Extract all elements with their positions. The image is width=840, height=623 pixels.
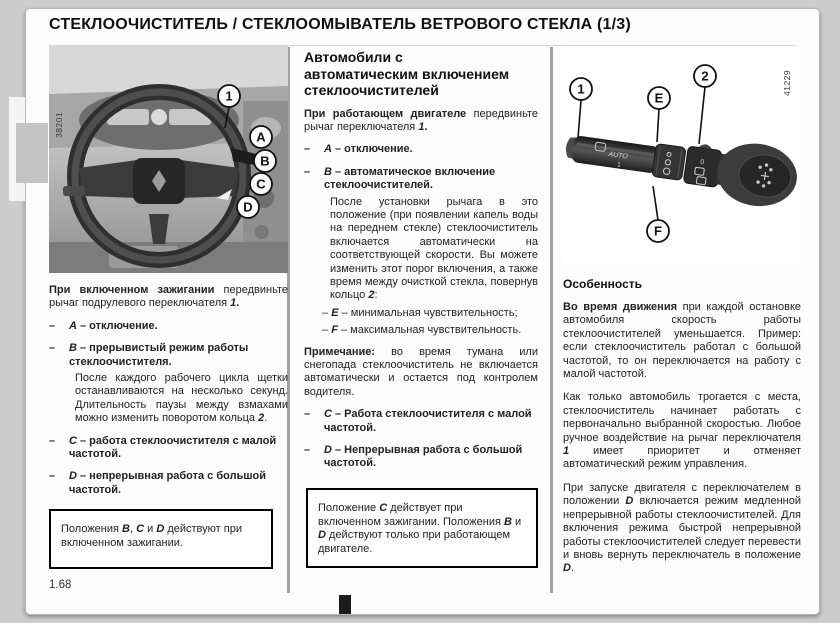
list-item-B-auto xyxy=(304,166,538,303)
callout-B-badge xyxy=(254,150,276,172)
callout-F-badge xyxy=(647,220,669,242)
manual-page xyxy=(25,8,820,615)
item-A-label: A – отключение. xyxy=(69,319,158,332)
item-B-label: B – автоматическое включение стеклоочистителей. xyxy=(324,165,496,192)
list-item-C-auto xyxy=(304,408,538,435)
left-note-box xyxy=(49,509,273,569)
callout-C-badge xyxy=(250,173,272,195)
right-paragraph-2: Как только автомобиль трогается с места, стеклоочиститель начинает работать с первоначально выбранной скоростью. Любое ручное воздействие на рычаг переключателя 1 имеет приоритет и отменяет автоматический режим управления. xyxy=(563,391,801,471)
right-paragraph-1: Во время движения при каждой остановке автомобиля скорость работы стеклоочистителей уменьшается. Пример: если стеклоочиститель работал с большой частотой, то он переключается на работу с малой частотой. xyxy=(563,301,801,381)
svg-text:D: D xyxy=(243,199,253,215)
item-B-label: B – прерывистый режим работы стеклоочистителя. xyxy=(69,342,249,368)
list-dash: – xyxy=(49,470,56,483)
left-note-text: Положения B, C и D действуют при включенном зажигании. xyxy=(61,523,242,549)
callout-1-badge xyxy=(570,78,592,100)
item-D-label: D – непрерывная работа с большой частотой. xyxy=(69,470,266,496)
svg-text:C: C xyxy=(256,176,266,192)
list-dash: – xyxy=(49,342,56,355)
item-B-description: После установки рычага в это положение (при появлении капель воды на переднем стекле) стеклоочиститель включается автоматически на соответствующей скорости. Вы можете изменить этот порог включения, а также время между очисткой стекла, повернув кольцо 2: xyxy=(330,195,538,302)
svg-text:2: 2 xyxy=(701,68,709,84)
right-column xyxy=(563,46,801,576)
steering-wheel-figure xyxy=(49,46,288,273)
auto-mode-label: AUTO xyxy=(607,151,629,161)
page-edge-tab xyxy=(16,123,48,183)
figure-ref-number: 38201 xyxy=(54,111,64,138)
svg-text:E: E xyxy=(654,90,664,106)
list-dash: – xyxy=(304,408,311,421)
item-C-label: C – работа стеклоочистителя с малой частотой. xyxy=(69,434,277,461)
figure-ref-number: 41229 xyxy=(782,69,792,96)
item-A-label: A – отключение. xyxy=(324,143,413,156)
list-dash: – xyxy=(49,319,56,332)
list-item-D-auto xyxy=(304,444,538,471)
list-item-B xyxy=(49,342,288,425)
item-B-description: После каждого рабочего цикла щетки останавливаются на несколько секунд. Длительность паузы между взмахами можно изменить поворотом кольца 2. xyxy=(75,372,288,425)
position-0-label: 0 xyxy=(699,158,705,167)
left-column xyxy=(49,46,288,497)
page-title: СТЕКЛООЧИСТИТЕЛЬ / СТЕКЛООМЫВАТЕЛЬ ВЕТРОВОГО СТЕКЛА (1/3) xyxy=(49,16,631,33)
svg-text:A: A xyxy=(256,129,266,145)
item-C-label: C – Работа стеклоочистителя с малой частотой. xyxy=(324,408,532,434)
binding-mark xyxy=(339,595,351,614)
column-divider-right xyxy=(550,47,553,593)
right-paragraph-3: При запуске двигателя с переключателем в положении D включается режим медленной непрерывной работы стеклоочистителей. Для включения режима быстрой непрерывной работы стеклоочистителей следует перевести и вновь вернуть переключатель в положение D. xyxy=(563,481,801,575)
right-heading: Особенность xyxy=(563,277,643,291)
list-item-D xyxy=(49,470,288,497)
wiper-stalk-figure xyxy=(563,46,801,263)
speed-1-label: 1 xyxy=(616,161,622,169)
list-item-A-auto xyxy=(304,143,538,156)
svg-text:B: B xyxy=(260,153,270,169)
middle-column xyxy=(304,46,538,471)
svg-text:1: 1 xyxy=(577,81,585,97)
note-paragraph: Примечание: во время тумана или снегопада стеклоочиститель не включается автоматически и остается под контролем водителя. xyxy=(304,345,538,398)
middle-note-box xyxy=(306,488,538,568)
list-dash: – xyxy=(49,434,56,447)
middle-intro-paragraph: При работающем двигателе передвиньте рычаг переключателя 1. xyxy=(304,107,538,133)
sub-item-E: – E – минимальная чувствительность; xyxy=(322,306,518,319)
sensitivity-ring xyxy=(652,144,686,181)
item-D-label: D – Непрерывная работа с большой частотой. xyxy=(324,444,523,470)
list-item-C xyxy=(49,435,288,462)
callout-E-badge xyxy=(648,87,670,109)
callout-A-badge xyxy=(250,126,272,148)
middle-note-text: Положение C действует при включенном зажигании. Положения B и D действуют только при работающем двигателе. xyxy=(318,502,522,555)
callout-1-badge xyxy=(218,85,240,107)
sub-item-F: – F – максимальная чувствительность. xyxy=(322,324,522,337)
list-dash: – xyxy=(304,165,311,178)
middle-heading: Автомобили с автоматическим включением стеклоочистителей xyxy=(304,49,510,98)
list-dash: – xyxy=(304,143,311,156)
list-dash: – xyxy=(304,444,311,457)
svg-text:F: F xyxy=(654,223,662,239)
list-item-A xyxy=(49,320,288,333)
callout-D-badge xyxy=(237,196,259,218)
left-intro-paragraph: При включенном зажигании передвиньте рычаг подрулевого переключателя 1. xyxy=(49,284,288,310)
svg-text:1: 1 xyxy=(225,88,233,104)
callout-2-badge xyxy=(694,65,716,87)
page-number: 1.68 xyxy=(49,579,72,591)
